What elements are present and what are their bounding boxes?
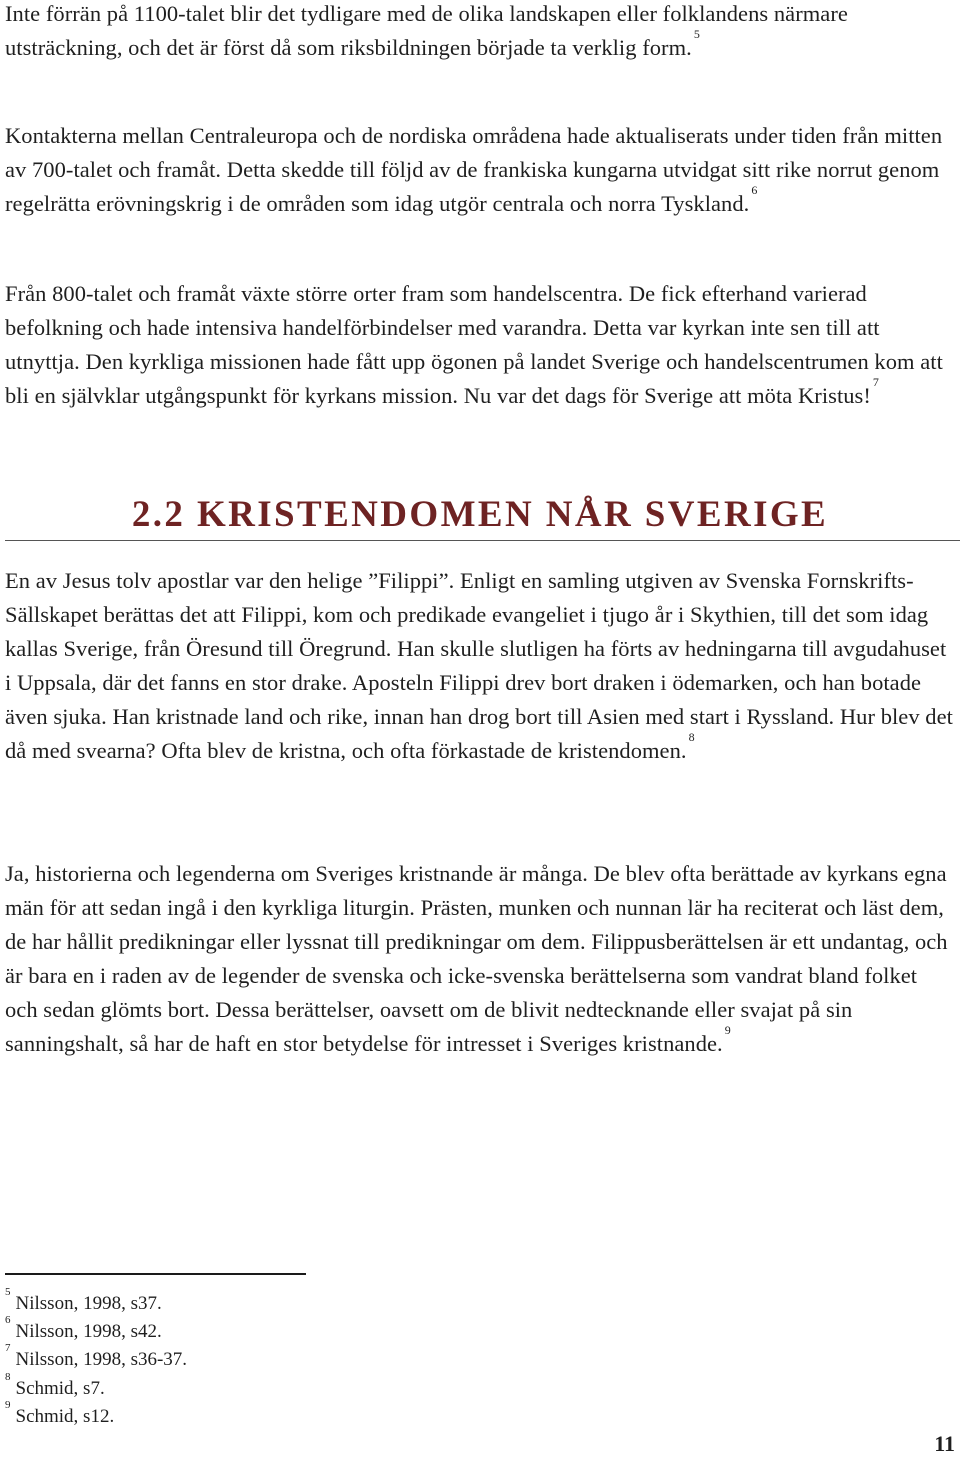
paragraph-text: En av Jesus tolv apostlar var den helige ”Filippi”. Enligt en samling utgiven av Svenska Fornskrifts-Sällskapet berättas det att Filippi, kom och predikade evangeliet i tjugo år i Skythien, till det som idag kallas Sverige, från Öresund till Öregrund. Han skulle slutligen ha förts av hedningarna till avgudahuset i Uppsala, där det fanns en stor drake. Aposteln Filippi drev bort draken i ödemarken, och han botade även sjuka. Han kristnade land och rike, innan han drog bort till Asien med start i Ryssland. Hur blev det då med svearna? Ofta blev de kristna, och ofta förkastade de kristendomen.	[5, 568, 953, 763]
paragraph-filippi	[5, 564, 955, 768]
footnote-number: 5	[5, 1286, 11, 1298]
paragraph-text: Från 800-talet och framåt växte större orter fram som handelscentra. De fick efterhand varierad befolkning och hade intensiva handelförbindelser med varandra. Detta var kyrkan inte sen till att utnyttja. Den kyrkliga missionen hade fått upp ögonen på landet Sverige och handelscentrumen kom att bli en självklar utgångspunkt för kyrkans mission. Nu var det dags för Sverige att möta Kristus!	[5, 281, 943, 408]
footnote-number: 8	[5, 1370, 11, 1383]
paragraph-riksbildning	[5, 0, 955, 65]
footnote-reference[interactable]: 7	[872, 375, 879, 389]
paragraph-handelscentra	[5, 277, 955, 413]
footnote-reference[interactable]: 5	[693, 27, 700, 41]
footnote-item	[5, 1314, 187, 1346]
paragraph-legender	[5, 857, 955, 1061]
footnote-list	[5, 1286, 188, 1431]
section-heading: 2.2 KRISTENDOMEN NÅR SVERIGE	[131, 494, 829, 535]
page-number: 11	[934, 1431, 955, 1456]
footnote-reference[interactable]: 9	[724, 1023, 731, 1037]
footnote-item	[5, 1398, 187, 1431]
paragraph-text: Inte förrän på 1100-talet blir det tydligare med de olika landskapen eller folklandens närmare utsträckning, och det är först då som riksbildningen började ta verklig form.	[5, 1, 848, 60]
paragraph-text: Kontakterna mellan Centraleuropa och de nordiska områdena hade aktualiserats under tiden från mitten av 700-talet och framåt. Detta skedde till följd av de frankiska kungarna utvidgat sitt rike norrut genom regelrätta erövningskrig i de områden som idag utgör centrala och norra Tyskland.	[5, 123, 943, 216]
footnote-separator	[5, 1273, 306, 1275]
footnote-reference[interactable]: 6	[751, 183, 758, 197]
footnote-text: Nilsson, 1998, s42.	[15, 1321, 162, 1343]
footnote-number: 6	[5, 1314, 11, 1327]
footnote-text: Nilsson, 1998, s37.	[15, 1293, 162, 1314]
footnote-text: Schmid, s7.	[15, 1377, 105, 1399]
footnote-item	[5, 1370, 187, 1403]
footnote-reference[interactable]: 8	[688, 730, 695, 744]
footnote-item	[5, 1342, 188, 1374]
footnote-text: Schmid, s12.	[15, 1405, 115, 1427]
footnote-item	[5, 1286, 187, 1318]
footnote-text: Nilsson, 1998, s36-37.	[15, 1349, 188, 1371]
paragraph-kontakter	[5, 119, 955, 221]
heading-divider	[5, 540, 960, 541]
footnote-number: 9	[5, 1398, 11, 1411]
footnote-number: 7	[5, 1342, 11, 1355]
paragraph-text: Ja, historierna och legenderna om Sveriges kristnande är många. De blev ofta berättade av kyrkans egna män för att sedan ingå i den kyrkliga liturgin. Prästen, munken och nunnan lär ha reciterat och läst dem, de har hållit predikningar eller lyssnat till predikningar om dem. Filippusberättelsen är ett undantag, och är bara en i raden av de legender de svenska och icke-svenska berättelserna som vandrat bland folket och sedan glömts bort. Dessa berättelser, oavsett om de blivit nedtecknande eller svajat på sin sanningshalt, så har de haft en stor betydelse för intresset i Sveriges kristnande.	[5, 861, 948, 1056]
